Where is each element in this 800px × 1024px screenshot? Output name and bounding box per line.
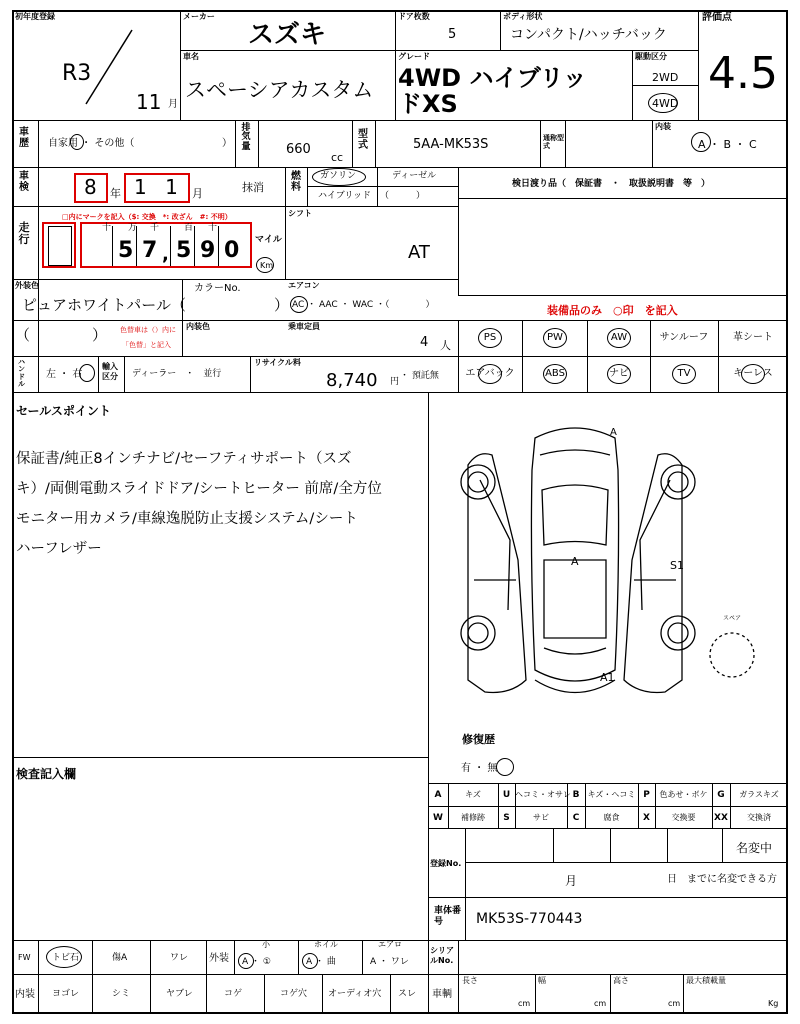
equipment-circle-mark <box>543 364 567 384</box>
odometer-divider <box>218 226 219 266</box>
legend-meaning: ヘコミ・オサレ <box>515 790 571 799</box>
mile-label: マイル <box>255 235 282 245</box>
legend-divider <box>712 806 713 828</box>
equipment-circle-mark <box>607 328 631 348</box>
length-label: 長さ <box>462 976 478 985</box>
first-reg-label: 初年度登録 <box>15 12 55 21</box>
legend-divider <box>655 806 656 828</box>
ac-options: AC ・ AAC ・ WAC ・（ ） <box>292 300 435 310</box>
handle-right-mark <box>79 364 95 382</box>
odometer-digit: 0 <box>224 238 240 263</box>
odometer-unit: 百 <box>184 223 194 233</box>
equipment-circle-mark <box>543 328 567 348</box>
equipment-item: 革シート <box>733 332 773 343</box>
odometer-unit: 千 <box>150 223 160 233</box>
legend-meaning: 腐食 <box>603 813 620 822</box>
equipment-title: 装備品のみ ○印 を記入 <box>547 304 678 317</box>
km-mark <box>256 257 274 273</box>
date-slash <box>80 28 140 108</box>
small-opts: A ・ ① <box>242 957 271 967</box>
legend-divider <box>712 783 713 806</box>
sales-points-body <box>16 444 426 564</box>
wheel-label: ホイル <box>314 940 338 949</box>
legend-divider <box>498 806 499 828</box>
fuel-hybrid: ハイブリッド <box>318 191 372 201</box>
legend-code: A <box>434 790 442 800</box>
displacement-label: 排気量 <box>241 123 251 152</box>
fw-item: トビ石 <box>52 953 80 963</box>
odometer-divider <box>112 226 113 266</box>
repair-none-mark <box>496 758 514 776</box>
sales-line: 保証書/純正8インチナビ/セーフティサポート（スズ <box>16 451 352 467</box>
inspection-cancelled: 抹消 <box>242 181 264 194</box>
odometer-divider <box>194 226 195 266</box>
aero-opts: A ・ ワレ <box>370 957 409 967</box>
inspection-month: 1 1 <box>134 175 184 199</box>
maker-label: メーカー <box>183 12 215 21</box>
legend-divider <box>567 783 568 806</box>
color-no-label: カラーNo. <box>194 283 241 294</box>
dims-label: 車輌 <box>432 989 452 1000</box>
sales-line: モニター用カメラ/車線逸脱防止支援システム/シート <box>16 511 358 527</box>
height-cm: cm <box>668 999 681 1008</box>
legend-code: W <box>433 813 443 823</box>
ac-mark <box>290 296 308 313</box>
registration-label: 登録No. <box>430 859 462 868</box>
fuel-gasoline: ガソリン <box>320 171 357 181</box>
equipment-item: キーレス <box>733 368 773 379</box>
legend-divider <box>730 806 731 828</box>
fuel-gasoline-mark <box>312 168 366 186</box>
damage-mark: A <box>610 427 617 438</box>
month-suffix: 月 <box>168 99 178 110</box>
inspection-year-suffix: 年 <box>110 187 121 200</box>
legend-meaning: 交換要 <box>671 813 696 822</box>
recycle-deposit: ・ 預託無 <box>400 371 439 381</box>
equipment-circle-mark <box>478 364 502 384</box>
equipment-item: PW <box>547 332 563 343</box>
equipment-circle-mark <box>741 364 765 384</box>
legend-code: U <box>502 790 511 800</box>
spare-label: スペア <box>723 615 742 622</box>
common-model-label: 通称型式 <box>543 134 564 150</box>
serial-label: シリアルNo. <box>430 946 454 965</box>
color-change-close: ） <box>92 326 108 344</box>
inspection-notes-title: 検査記入欄 <box>16 767 77 781</box>
legend-divider <box>567 806 568 828</box>
docs-title: 検日渡り品（ 保証書 ・ 取扱説明書 等 ） <box>512 179 711 189</box>
legend-meaning: サビ <box>533 813 549 822</box>
odometer-digit: 7 <box>142 238 158 263</box>
legend-divider <box>585 806 586 828</box>
odometer-digit: 5 <box>176 238 192 263</box>
body-type: コンパクト/ハッチバック <box>510 27 667 43</box>
first-reg-year: R3 <box>62 61 92 86</box>
interior-color-label: 内装色 <box>186 322 210 331</box>
interior-damage-item: ヤブレ <box>166 989 193 999</box>
wheel-opts: A ・ 曲 <box>306 957 336 967</box>
width-label: 幅 <box>538 976 546 985</box>
interior-damage-item: コゲ <box>224 989 243 999</box>
car-name-label: 車名 <box>183 52 199 61</box>
fw-item: 傷A <box>112 953 128 963</box>
legend-divider <box>448 783 449 806</box>
odometer-divider <box>170 226 171 266</box>
history-value: 自家用 ・ その他（ <box>48 138 135 149</box>
ac-label: エアコン <box>288 281 320 290</box>
equipment-item: PS <box>483 332 497 343</box>
odometer-unit: 万 <box>128 223 138 233</box>
interior-grade-label: 内装 <box>655 122 671 131</box>
legend-code: XX <box>714 813 728 823</box>
name-change: 名変中 <box>736 841 773 855</box>
fw-label: FW <box>18 953 31 962</box>
legend-meaning: キズ・ヘコミ <box>587 790 636 799</box>
legend-divider <box>585 783 586 806</box>
mileage-flag-inner <box>48 226 72 266</box>
history-private-mark <box>70 134 84 150</box>
legend-divider <box>638 783 639 806</box>
drive-4wd: 4WD <box>652 97 679 110</box>
color-change-note2: 「色替」と記入 <box>122 341 171 349</box>
handle-value: 左 ・ 右 <box>46 369 83 380</box>
odometer-unit: 十 <box>102 223 112 233</box>
first-reg-month: 11 <box>136 90 162 114</box>
drive-4wd-mark <box>648 93 678 113</box>
drive-label: 駆動区分 <box>635 52 667 61</box>
aero-label: エアロ <box>378 940 402 949</box>
damage-mark: A1 <box>600 671 615 684</box>
drive-2wd: 2WD <box>652 71 679 84</box>
equipment-item: ABS <box>545 368 565 379</box>
interior-damage-item: ヨゴレ <box>52 989 80 999</box>
legend-meaning: 交換済 <box>747 813 771 822</box>
bottom-exterior-label: 外装 <box>209 953 229 964</box>
legend-code: X <box>643 813 650 823</box>
odometer-digit: 5 <box>118 238 134 263</box>
capacity-unit: 人 <box>440 339 451 352</box>
max-load-label: 最大積載量 <box>686 976 726 985</box>
inspection-label: 車検 <box>19 171 29 193</box>
damage-mark: A <box>571 555 579 568</box>
damage-mark: S1 <box>670 559 684 572</box>
legend-divider <box>655 783 656 806</box>
equipment-circle-mark <box>478 328 502 348</box>
interior-damage-item: シミ <box>112 989 131 999</box>
exterior-color-close: ） <box>274 296 290 314</box>
legend-meaning: ガラスキズ <box>739 790 779 799</box>
displacement: 660 <box>286 142 311 157</box>
equipment-item: サンルーフ <box>659 332 709 343</box>
inspection-year: 8 <box>84 175 97 199</box>
length-cm: cm <box>518 999 531 1008</box>
legend-meaning: キズ <box>465 790 481 799</box>
rating: 4.5 <box>708 48 778 99</box>
legend-divider <box>515 806 516 828</box>
exterior-color: ピュアホワイトパール（ <box>22 296 186 314</box>
grade-line2: ドXS <box>398 90 458 118</box>
km-label: Km <box>260 261 274 270</box>
recycle-unit: 円 <box>390 377 400 387</box>
bottom-interior-label: 内装 <box>15 989 35 1000</box>
legend-code: B <box>572 790 580 800</box>
equipment-item: TV <box>677 368 691 379</box>
body-type-label: ボディ形状 <box>503 12 543 21</box>
fuel-label: 燃料 <box>291 171 301 193</box>
odometer-divider <box>136 226 137 266</box>
sales-line: キ）/両側電動スライドドア/シートヒーター 前席/全方位 <box>16 481 382 497</box>
legend-code: G <box>717 790 725 800</box>
interior-grade-options: A ・ B ・ C <box>698 138 757 151</box>
equipment-circle-mark <box>607 364 631 384</box>
import-value: ディーラー ・ 並行 <box>132 369 222 379</box>
legend-code: C <box>572 813 580 823</box>
shift: AT <box>408 242 430 263</box>
odometer-unit: 十 <box>208 223 218 233</box>
color-change-note1: 色替車は（）内に <box>120 326 176 334</box>
model-label: 型式 <box>358 129 368 151</box>
height-label: 高さ <box>613 976 629 985</box>
fw-chip-mark <box>46 946 82 968</box>
capacity: 4 <box>420 335 429 350</box>
legend-divider <box>448 806 449 828</box>
sales-line: ハーフレザー <box>16 541 102 557</box>
history-close: ） <box>222 138 232 149</box>
exterior-color-label: 外装色 <box>15 281 39 290</box>
car-name: スペーシアカスタム <box>185 78 374 102</box>
doors: 5 <box>448 27 457 42</box>
fuel-diesel: ディーゼル <box>392 171 437 181</box>
max-load-kg: Kg <box>768 999 779 1008</box>
equipment-item: AW <box>610 332 628 343</box>
doors-label: ドア枚数 <box>398 12 430 21</box>
reg-deadline: 日 までに名変できる方 <box>667 874 777 885</box>
grade-line1: 4WD ハイブリッ <box>398 64 587 92</box>
legend-meaning: 補修跡 <box>461 813 485 822</box>
capacity-label: 乗車定員 <box>288 322 320 331</box>
legend-divider <box>638 806 639 828</box>
legend-code: P <box>643 790 650 800</box>
handle-label: ハンドル <box>18 358 25 389</box>
legend-meaning: 色あせ・ボケ <box>659 790 708 799</box>
legend-divider <box>730 783 731 806</box>
fuel-other: （ ） <box>380 191 426 201</box>
interior-damage-item: コゲ穴 <box>280 989 308 999</box>
legend-code: S <box>503 813 510 823</box>
width-cm: cm <box>594 999 607 1008</box>
chassis-label: 車体番号 <box>434 906 462 927</box>
history-label: 車歴 <box>19 127 29 149</box>
model: 5AA-MK53S <box>413 137 489 152</box>
equipment-item: エアバック <box>465 368 515 379</box>
chassis-number: MK53S-770443 <box>476 911 583 927</box>
mileage-note: □内にマークを記入（$: 交換 *: 改ざん #: 不明） <box>62 213 232 221</box>
mileage-comma: , <box>162 244 169 265</box>
displacement-cc: cc <box>331 151 344 164</box>
reg-month: 月 <box>565 874 578 888</box>
small-label: 小 <box>262 940 270 949</box>
mileage-label: 走行 <box>18 221 30 246</box>
recycle-amount: 8,740 <box>326 370 378 391</box>
import-label: 輸入区分 <box>102 362 118 381</box>
wheel-a-mark <box>302 953 318 969</box>
inspection-month-suffix: 月 <box>192 187 203 200</box>
legend-divider <box>515 783 516 806</box>
grade-label: グレード <box>398 52 430 61</box>
sales-points-title: セールスポイント <box>16 404 111 418</box>
interior-damage-item: スレ <box>398 989 417 999</box>
repair-title: 修復歴 <box>462 733 495 746</box>
interior-damage-item: オーディオ穴 <box>328 989 382 999</box>
car-damage-diagram <box>440 410 780 710</box>
equipment-circle-mark <box>672 364 696 384</box>
legend-divider <box>498 783 499 806</box>
equipment-item: ナビ <box>609 368 629 379</box>
fw-item: ワレ <box>170 953 189 963</box>
rating-label: 評価点 <box>702 12 732 23</box>
color-change-open: （ <box>15 326 31 344</box>
shift-label: シフト <box>288 209 312 218</box>
odometer-digit: 9 <box>200 238 216 263</box>
small-a-mark <box>238 953 254 969</box>
repair-options: 有 ・ 無 <box>461 763 498 774</box>
recycle-label: リサイクル料 <box>254 358 301 367</box>
maker: スズキ <box>248 20 327 50</box>
interior-grade-a-mark <box>691 132 711 152</box>
